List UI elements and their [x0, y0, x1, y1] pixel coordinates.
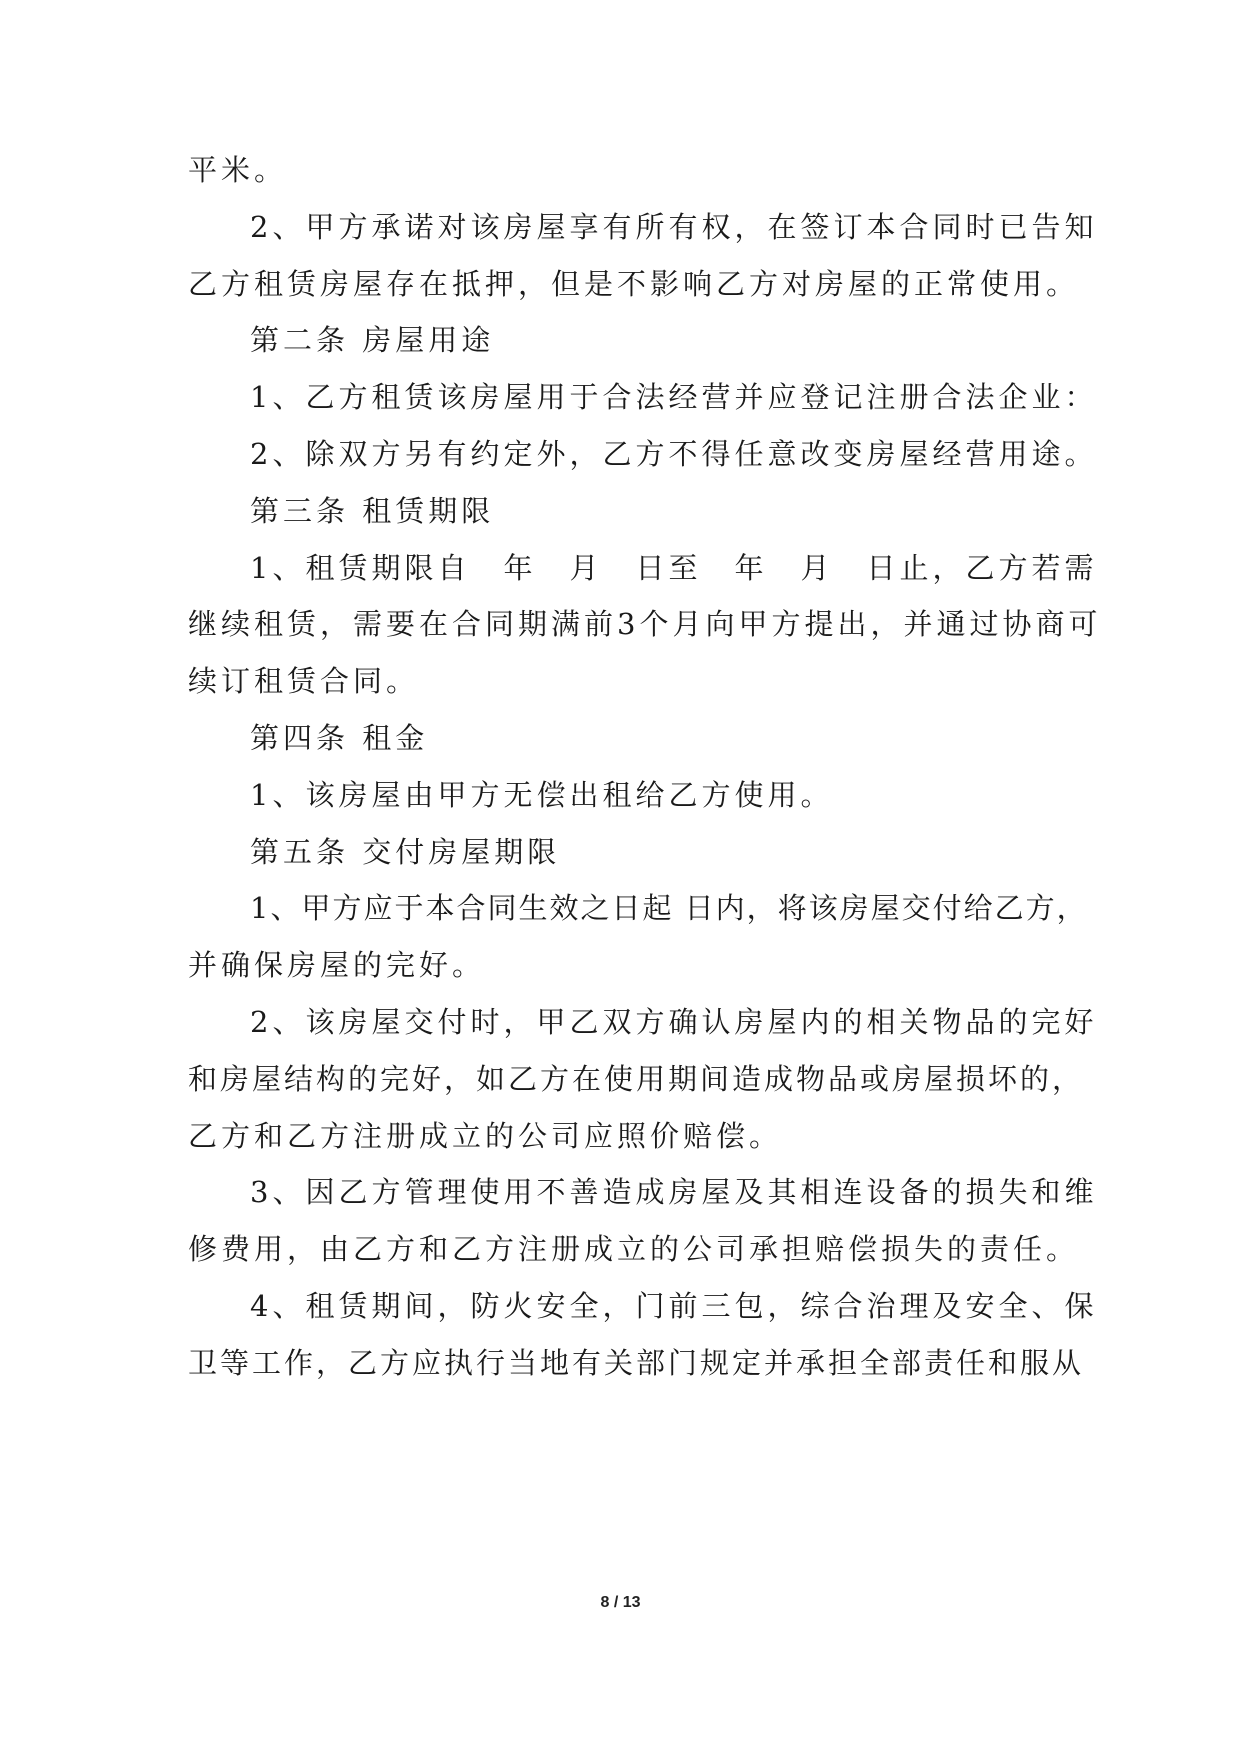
text-line: 继续租赁，需要在合同期满前3个月向甲方提出，并通过协商可	[188, 607, 1102, 641]
text-line: 和房屋结构的完好，如乙方在使用期间造成物品或房屋损坏的，	[188, 1062, 1085, 1096]
text-line: 乙方和乙方注册成立的公司应照价赔偿。	[188, 1119, 783, 1153]
section-heading: 第四条 租金	[250, 721, 429, 755]
text-line: 1、甲方应于本合同生效之日起 日内，将该房屋交付给乙方，	[250, 891, 1088, 925]
page-number: 8 / 13	[600, 1594, 641, 1611]
text-line: 3、因乙方管理使用不善造成房屋及其相连设备的损失和维	[250, 1175, 1098, 1209]
text-line: 1、租赁期限自 年 月 日至 年 月 日止，乙方若需	[250, 551, 1098, 585]
section-heading: 第五条 交付房屋期限	[250, 835, 561, 869]
text-line: 2、除双方另有约定外，乙方不得任意改变房屋经营用途。	[250, 437, 1098, 471]
text-line: 卫等工作，乙方应执行当地有关部门规定并承担全部责任和服从	[188, 1346, 1085, 1380]
text-line: 续订租赁合同。	[188, 664, 420, 698]
text-line: 乙方租赁房屋存在抵押，但是不影响乙方对房屋的正常使用。	[188, 267, 1080, 301]
text-line: 4、租赁期间，防火安全，门前三包，综合治理及安全、保	[250, 1289, 1098, 1323]
section-heading: 第三条 租赁期限	[250, 494, 495, 528]
text-line: 1、乙方租赁该房屋用于合法经营并应登记注册合法企业：	[250, 380, 1098, 414]
text-line: 2、该房屋交付时，甲乙双方确认房屋内的相关物品的完好	[250, 1005, 1098, 1039]
section-heading: 第二条 房屋用途	[250, 323, 495, 357]
text-line: 修费用，由乙方和乙方注册成立的公司承担赔偿损失的责任。	[188, 1232, 1080, 1266]
text-line: 平米。	[188, 153, 288, 187]
text-line: 2、甲方承诺对该房屋享有所有权，在签订本合同时已告知	[250, 210, 1098, 244]
text-line: 并确保房屋的完好。	[188, 948, 486, 982]
text-line: 1、该房屋由甲方无偿出租给乙方使用。	[250, 778, 834, 812]
